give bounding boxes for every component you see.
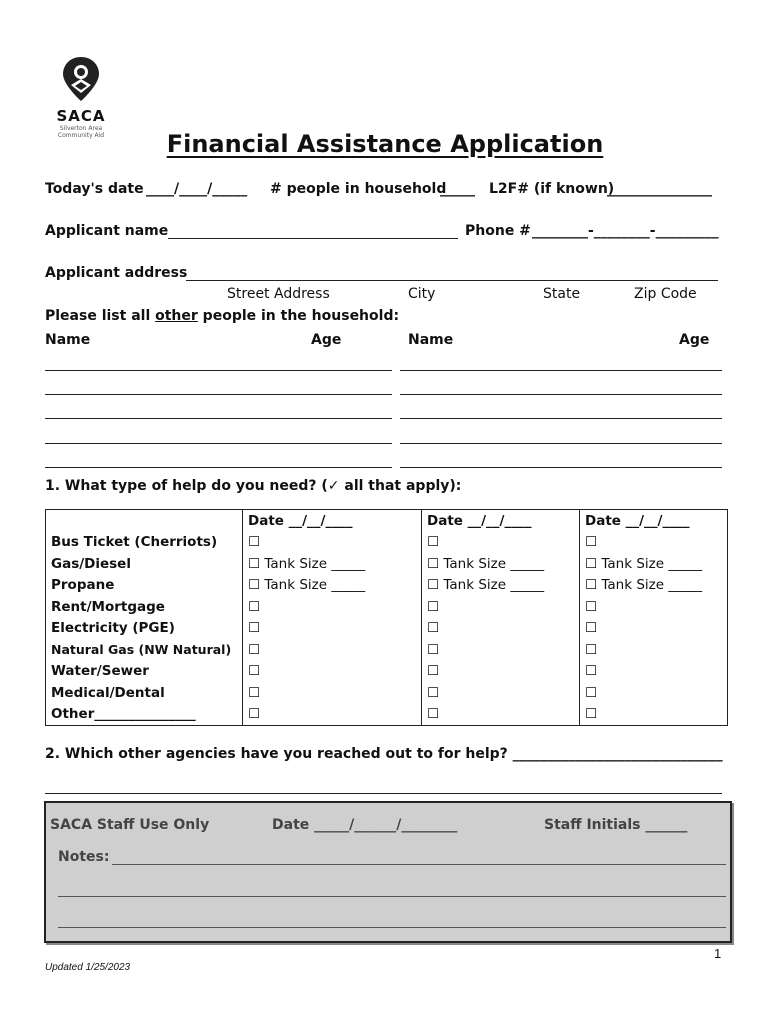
- location-pin-icon: [59, 55, 103, 105]
- checkbox[interactable]: ☐: [422, 639, 580, 661]
- staff-notes-label: Notes:: [58, 849, 110, 865]
- help-item-label: Natural Gas (NW Natural): [46, 639, 243, 661]
- staff-notes-line[interactable]: [112, 864, 726, 865]
- household-line[interactable]: [45, 394, 392, 395]
- staff-use-box: [44, 801, 732, 943]
- question-2-label: 2. Which other agencies have you reached out to for help? ______________________________: [45, 746, 723, 762]
- help-item-label: Rent/Mortgage: [46, 596, 243, 618]
- street-address-caption: Street Address: [227, 286, 330, 302]
- staff-date-field[interactable]: Date _____/______/________: [272, 817, 458, 833]
- applicant-address-field[interactable]: [186, 280, 718, 281]
- household-name-header-right: Name: [408, 332, 454, 348]
- staff-initials-field[interactable]: Staff Initials ______: [544, 817, 688, 833]
- tank-size-checkbox[interactable]: ☐ Tank Size _____: [422, 575, 580, 597]
- applicant-name-field[interactable]: [168, 238, 458, 239]
- date-header-2[interactable]: Date __/__/____: [422, 510, 580, 532]
- checkbox[interactable]: ☐: [422, 682, 580, 704]
- checkbox[interactable]: ☐: [243, 596, 422, 618]
- household-name-header-left: Name: [45, 332, 91, 348]
- household-line[interactable]: [400, 418, 722, 419]
- phone-label: Phone #: [465, 223, 531, 239]
- state-caption: State: [543, 286, 581, 302]
- logo-tagline: Silverton Area Community Aid: [57, 125, 105, 139]
- checkbox[interactable]: ☐: [243, 532, 422, 554]
- household-line[interactable]: [400, 443, 722, 444]
- tank-size-checkbox[interactable]: ☐ Tank Size _____: [243, 553, 422, 575]
- help-item-label: Electricity (PGE): [46, 618, 243, 640]
- household-line[interactable]: [45, 418, 392, 419]
- help-item-label: Gas/Diesel: [46, 553, 243, 575]
- tank-size-checkbox[interactable]: ☐ Tank Size _____: [422, 553, 580, 575]
- tank-size-checkbox[interactable]: ☐ Tank Size _____: [580, 575, 728, 597]
- applicant-name-label: Applicant name: [45, 223, 169, 239]
- date-header-3[interactable]: Date __/__/____: [580, 510, 728, 532]
- zip-code-caption: Zip Code: [634, 286, 697, 302]
- checkbox[interactable]: ☐: [422, 532, 580, 554]
- household-line[interactable]: [400, 394, 722, 395]
- l2f-field[interactable]: _______________: [607, 181, 712, 197]
- todays-date-label: Today's date: [45, 181, 144, 197]
- checkbox[interactable]: ☐: [580, 704, 728, 726]
- date-header-1[interactable]: Date __/__/____: [243, 510, 422, 532]
- checkbox[interactable]: ☐: [580, 596, 728, 618]
- checkbox[interactable]: ☐: [243, 682, 422, 704]
- l2f-label: L2F# (if known): [489, 181, 615, 197]
- logo-name: SACA: [56, 107, 106, 125]
- city-caption: City: [408, 286, 436, 302]
- checkbox[interactable]: ☐: [422, 704, 580, 726]
- checkbox[interactable]: ☐: [580, 682, 728, 704]
- help-type-header-empty: [46, 510, 243, 532]
- checkbox[interactable]: ☐: [580, 639, 728, 661]
- checkbox[interactable]: ☐: [580, 618, 728, 640]
- household-line[interactable]: [45, 443, 392, 444]
- help-type-table: [45, 509, 728, 726]
- page-title: Financial Assistance Application: [166, 130, 604, 158]
- household-age-header-right: Age: [679, 332, 710, 348]
- staff-use-title: SACA Staff Use Only: [50, 817, 210, 833]
- applicant-address-label: Applicant address: [45, 265, 188, 281]
- help-item-label: Other_______________: [46, 704, 243, 726]
- question-2-answer-line[interactable]: [45, 793, 722, 794]
- checkbox[interactable]: ☐: [243, 618, 422, 640]
- household-line[interactable]: [400, 467, 722, 468]
- todays-date-field[interactable]: ____/____/_____: [146, 181, 248, 197]
- household-age-header-left: Age: [311, 332, 342, 348]
- checkbox[interactable]: ☐: [580, 532, 728, 554]
- help-item-label: Bus Ticket (Cherriots): [46, 532, 243, 554]
- checkbox[interactable]: ☐: [422, 596, 580, 618]
- tank-size-checkbox[interactable]: ☐ Tank Size _____: [580, 553, 728, 575]
- people-in-household-label: # people in household: [270, 181, 447, 197]
- checkbox[interactable]: ☐: [580, 661, 728, 683]
- household-line[interactable]: [45, 467, 392, 468]
- household-line[interactable]: [45, 370, 392, 371]
- tank-size-checkbox[interactable]: ☐ Tank Size _____: [243, 575, 422, 597]
- checkbox[interactable]: ☐: [243, 639, 422, 661]
- help-item-label: Propane: [46, 575, 243, 597]
- household-line[interactable]: [400, 370, 722, 371]
- saca-logo: [50, 55, 112, 139]
- staff-notes-line[interactable]: [58, 927, 726, 928]
- checkbox[interactable]: ☐: [243, 704, 422, 726]
- phone-field[interactable]: ________-________-_________: [532, 223, 719, 239]
- checkbox[interactable]: ☐: [243, 661, 422, 683]
- checkbox[interactable]: ☐: [422, 618, 580, 640]
- staff-notes-line[interactable]: [58, 896, 726, 897]
- page-number: 1: [714, 946, 722, 961]
- household-prompt: Please list all other people in the household:: [45, 308, 400, 324]
- people-in-household-field[interactable]: _____: [440, 181, 475, 197]
- question-1-label: 1. What type of help do you need? (✓ all that apply):: [45, 478, 462, 494]
- help-item-label: Water/Sewer: [46, 661, 243, 683]
- checkbox[interactable]: ☐: [422, 661, 580, 683]
- help-item-label: Medical/Dental: [46, 682, 243, 704]
- updated-date: Updated 1/25/2023: [45, 962, 131, 973]
